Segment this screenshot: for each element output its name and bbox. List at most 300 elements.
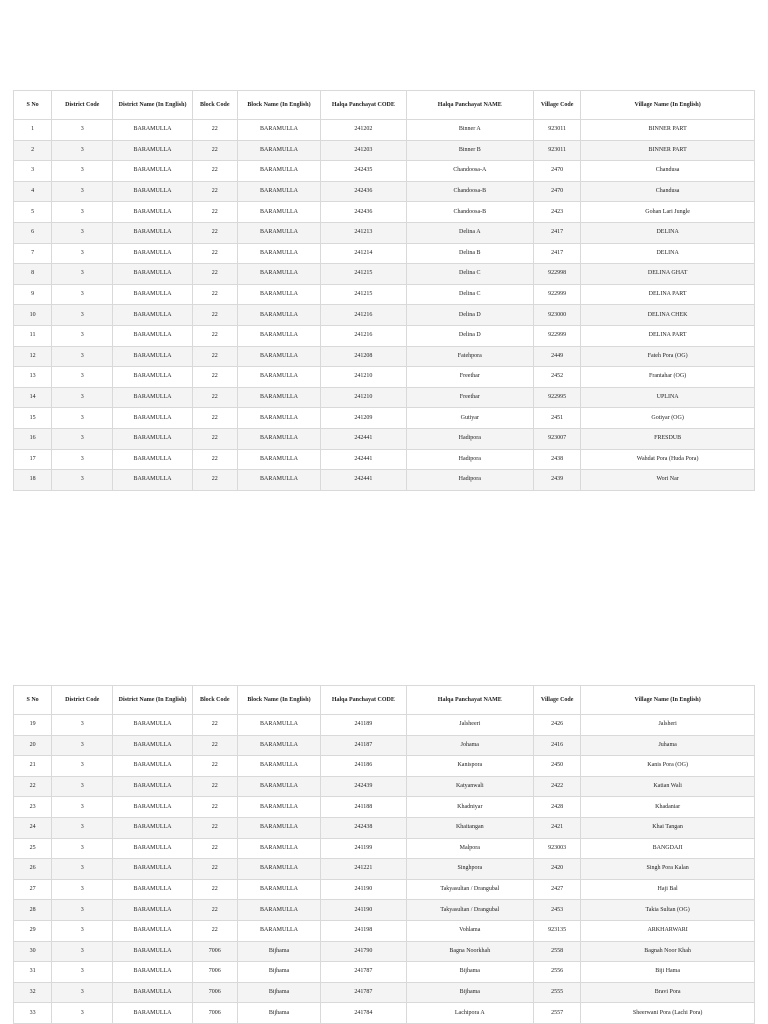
cell-halqa-code: 241216: [321, 305, 405, 325]
cell-village-name: Takia Sultan (OG): [581, 900, 754, 920]
cell-block-name: BARAMULLA: [238, 715, 320, 735]
cell-s-no: 8: [14, 264, 51, 284]
table-row: [14, 736, 754, 756]
cell-district-code: 3: [52, 429, 112, 449]
cell-district-code: 3: [52, 347, 112, 367]
cell-district-code: 3: [52, 900, 112, 920]
cell-block-code: 7006: [193, 1003, 237, 1023]
header-district-code: District Code: [52, 91, 112, 119]
table-row: [14, 182, 754, 202]
cell-block-name: BARAMULLA: [238, 859, 320, 879]
cell-village-code: 923011: [534, 120, 580, 140]
cell-district-code: 3: [52, 715, 112, 735]
table-row: [14, 161, 754, 181]
cell-district-name: BARAMULLA: [113, 244, 191, 264]
cell-halqa-name: Delina D: [407, 305, 534, 325]
cell-village-code: 2470: [534, 182, 580, 202]
cell-block-name: BARAMULLA: [238, 326, 320, 346]
cell-district-code: 3: [52, 326, 112, 346]
cell-district-name: BARAMULLA: [113, 347, 191, 367]
table-row: [14, 244, 754, 264]
cell-block-code: 22: [193, 777, 237, 797]
cell-village-name: BINNER PART: [581, 141, 754, 161]
cell-district-code: 3: [52, 859, 112, 879]
cell-block-code: 22: [193, 141, 237, 161]
table-row: [14, 120, 754, 140]
table-row: [14, 347, 754, 367]
cell-village-code: 2428: [534, 797, 580, 817]
cell-district-name: BARAMULLA: [113, 962, 191, 982]
cell-district-name: BARAMULLA: [113, 161, 191, 181]
cell-block-name: BARAMULLA: [238, 818, 320, 838]
cell-district-name: BARAMULLA: [113, 1003, 191, 1023]
cell-village-name: Gotiyar (OG): [581, 408, 754, 428]
cell-halqa-name: Chandoosa-B: [407, 202, 534, 222]
cell-village-code: 2427: [534, 880, 580, 900]
cell-halqa-name: Gutiyar: [407, 408, 534, 428]
cell-halqa-name: Freethar: [407, 367, 534, 387]
cell-halqa-code: 241186: [321, 756, 405, 776]
cell-district-name: BARAMULLA: [113, 223, 191, 243]
cell-s-no: 23: [14, 797, 51, 817]
cell-block-name: BARAMULLA: [238, 285, 320, 305]
cell-block-name: BARAMULLA: [238, 429, 320, 449]
cell-district-name: BARAMULLA: [113, 777, 191, 797]
cell-block-code: 22: [193, 388, 237, 408]
header-row: [14, 686, 754, 714]
table-row: [14, 264, 754, 284]
cell-halqa-code: 241214: [321, 244, 405, 264]
cell-block-code: 22: [193, 244, 237, 264]
cell-block-code: 22: [193, 408, 237, 428]
cell-district-code: 3: [52, 736, 112, 756]
cell-halqa-code: 242441: [321, 429, 405, 449]
table-row: [14, 223, 754, 243]
cell-village-code: 2453: [534, 900, 580, 920]
cell-block-code: 22: [193, 202, 237, 222]
cell-district-name: BARAMULLA: [113, 839, 191, 859]
cell-village-code: 2422: [534, 777, 580, 797]
cell-block-code: 22: [193, 120, 237, 140]
cell-halqa-code: 241203: [321, 141, 405, 161]
cell-district-code: 3: [52, 1003, 112, 1023]
cell-block-code: 22: [193, 305, 237, 325]
cell-district-code: 3: [52, 244, 112, 264]
cell-s-no: 10: [14, 305, 51, 325]
cell-block-code: 22: [193, 756, 237, 776]
cell-district-name: BARAMULLA: [113, 921, 191, 941]
cell-halqa-code: 242435: [321, 161, 405, 181]
cell-halqa-name: Binner B: [407, 141, 534, 161]
cell-block-name: BARAMULLA: [238, 367, 320, 387]
cell-district-code: 3: [52, 202, 112, 222]
cell-block-name: BARAMULLA: [238, 470, 320, 490]
cell-village-name: Frantahar (OG): [581, 367, 754, 387]
cell-district-name: BARAMULLA: [113, 983, 191, 1003]
cell-village-name: Katian Wali: [581, 777, 754, 797]
cell-district-name: BARAMULLA: [113, 182, 191, 202]
cell-village-code: 2450: [534, 756, 580, 776]
table-row: [14, 880, 754, 900]
cell-halqa-name: Vohlama: [407, 921, 534, 941]
cell-village-code: 2556: [534, 962, 580, 982]
cell-block-code: 7006: [193, 983, 237, 1003]
cell-block-code: 22: [193, 797, 237, 817]
cell-village-name: Sheerwani Pora (Lachi Pora): [581, 1003, 754, 1023]
cell-block-code: 22: [193, 736, 237, 756]
table-row: [14, 921, 754, 941]
cell-s-no: 2: [14, 141, 51, 161]
cell-district-code: 3: [52, 367, 112, 387]
table-row: [14, 983, 754, 1003]
cell-s-no: 25: [14, 839, 51, 859]
table-row: [14, 141, 754, 161]
panchayat-table-1: [13, 90, 755, 491]
cell-district-name: BARAMULLA: [113, 388, 191, 408]
cell-halqa-code: 241187: [321, 736, 405, 756]
cell-village-code: 2423: [534, 202, 580, 222]
cell-halqa-name: Bijhama: [407, 962, 534, 982]
cell-block-name: BARAMULLA: [238, 736, 320, 756]
cell-s-no: 17: [14, 450, 51, 470]
cell-district-name: BARAMULLA: [113, 408, 191, 428]
cell-district-name: BARAMULLA: [113, 715, 191, 735]
cell-village-code: 2470: [534, 161, 580, 181]
cell-halqa-name: Hadipora: [407, 429, 534, 449]
table-row: [14, 388, 754, 408]
cell-halqa-code: 241784: [321, 1003, 405, 1023]
cell-village-code: 2555: [534, 983, 580, 1003]
cell-district-code: 3: [52, 942, 112, 962]
cell-halqa-name: Chandoosa-A: [407, 161, 534, 181]
cell-halqa-code: 241221: [321, 859, 405, 879]
cell-district-name: BARAMULLA: [113, 367, 191, 387]
cell-halqa-code: 241215: [321, 264, 405, 284]
cell-halqa-code: 241198: [321, 921, 405, 941]
header-row: [14, 91, 754, 119]
cell-village-code: 2417: [534, 244, 580, 264]
cell-halqa-code: 241209: [321, 408, 405, 428]
cell-s-no: 6: [14, 223, 51, 243]
cell-district-code: 3: [52, 408, 112, 428]
cell-district-name: BARAMULLA: [113, 900, 191, 920]
cell-district-name: BARAMULLA: [113, 285, 191, 305]
cell-halqa-name: Jalsheeri: [407, 715, 534, 735]
cell-village-name: Biji Hama: [581, 962, 754, 982]
cell-s-no: 5: [14, 202, 51, 222]
cell-district-code: 3: [52, 264, 112, 284]
cell-halqa-name: Takyasultan / Drangubal: [407, 880, 534, 900]
cell-block-code: 22: [193, 223, 237, 243]
cell-village-name: DELINA CHEK: [581, 305, 754, 325]
header-district-name: District Name (In English): [113, 686, 191, 714]
cell-block-code: 22: [193, 161, 237, 181]
header-halqa-code: Halqa Panchayat CODE: [321, 91, 405, 119]
cell-block-name: BARAMULLA: [238, 244, 320, 264]
cell-block-name: BARAMULLA: [238, 408, 320, 428]
cell-halqa-name: Bijhama: [407, 983, 534, 1003]
cell-district-code: 3: [52, 141, 112, 161]
header-village-name: Village Name (In English): [581, 686, 754, 714]
cell-district-code: 3: [52, 450, 112, 470]
cell-block-name: Bijhama: [238, 962, 320, 982]
cell-s-no: 14: [14, 388, 51, 408]
cell-village-code: 922995: [534, 388, 580, 408]
header-block-code: Block Code: [193, 686, 237, 714]
cell-block-code: 22: [193, 285, 237, 305]
cell-halqa-name: Johama: [407, 736, 534, 756]
cell-halqa-name: Kanispora: [407, 756, 534, 776]
cell-s-no: 19: [14, 715, 51, 735]
table-row: [14, 470, 754, 490]
cell-halqa-code: 241213: [321, 223, 405, 243]
cell-halqa-name: Delina A: [407, 223, 534, 243]
cell-village-name: BINNER PART: [581, 120, 754, 140]
cell-halqa-name: Delina B: [407, 244, 534, 264]
cell-district-name: BARAMULLA: [113, 880, 191, 900]
cell-village-code: 923011: [534, 141, 580, 161]
cell-halqa-code: 241188: [321, 797, 405, 817]
cell-halqa-code: 241199: [321, 839, 405, 859]
cell-halqa-code: 241787: [321, 983, 405, 1003]
cell-block-name: BARAMULLA: [238, 182, 320, 202]
cell-district-name: BARAMULLA: [113, 202, 191, 222]
cell-village-code: 923007: [534, 429, 580, 449]
cell-halqa-name: Hadipora: [407, 470, 534, 490]
cell-district-code: 3: [52, 161, 112, 181]
cell-block-code: 22: [193, 429, 237, 449]
cell-district-code: 3: [52, 777, 112, 797]
cell-s-no: 4: [14, 182, 51, 202]
cell-block-code: 22: [193, 921, 237, 941]
cell-district-code: 3: [52, 223, 112, 243]
cell-s-no: 24: [14, 818, 51, 838]
cell-s-no: 12: [14, 347, 51, 367]
cell-s-no: 22: [14, 777, 51, 797]
table-row: [14, 818, 754, 838]
cell-halqa-code: 241202: [321, 120, 405, 140]
table-row: [14, 305, 754, 325]
cell-district-code: 3: [52, 839, 112, 859]
cell-block-name: BARAMULLA: [238, 223, 320, 243]
cell-block-name: BARAMULLA: [238, 347, 320, 367]
cell-block-name: BARAMULLA: [238, 839, 320, 859]
cell-district-code: 3: [52, 818, 112, 838]
cell-village-code: 923135: [534, 921, 580, 941]
cell-district-name: BARAMULLA: [113, 470, 191, 490]
cell-block-name: Bijhama: [238, 942, 320, 962]
cell-district-code: 3: [52, 120, 112, 140]
cell-district-name: BARAMULLA: [113, 797, 191, 817]
cell-block-name: Bijhama: [238, 983, 320, 1003]
cell-s-no: 13: [14, 367, 51, 387]
cell-block-code: 7006: [193, 942, 237, 962]
cell-s-no: 26: [14, 859, 51, 879]
table-row: [14, 900, 754, 920]
cell-district-name: BARAMULLA: [113, 305, 191, 325]
cell-halqa-name: Takyasultan / Drangubal: [407, 900, 534, 920]
cell-halqa-code: 241189: [321, 715, 405, 735]
cell-halqa-code: 241208: [321, 347, 405, 367]
cell-s-no: 18: [14, 470, 51, 490]
cell-s-no: 3: [14, 161, 51, 181]
cell-district-code: 3: [52, 983, 112, 1003]
table-row: [14, 450, 754, 470]
cell-block-code: 22: [193, 264, 237, 284]
cell-district-name: BARAMULLA: [113, 942, 191, 962]
table-page-1: [13, 90, 755, 491]
cell-district-name: BARAMULLA: [113, 756, 191, 776]
cell-s-no: 1: [14, 120, 51, 140]
table-row: [14, 756, 754, 776]
cell-village-name: Kanis Pora (OG): [581, 756, 754, 776]
cell-village-name: Jalsheri: [581, 715, 754, 735]
cell-halqa-name: Delina C: [407, 285, 534, 305]
cell-village-name: Khai Tangan: [581, 818, 754, 838]
cell-halqa-code: 241215: [321, 285, 405, 305]
table-row: [14, 777, 754, 797]
cell-village-code: 923003: [534, 839, 580, 859]
cell-s-no: 20: [14, 736, 51, 756]
cell-district-name: BARAMULLA: [113, 326, 191, 346]
cell-halqa-code: 242438: [321, 818, 405, 838]
cell-district-code: 3: [52, 470, 112, 490]
cell-block-code: 22: [193, 818, 237, 838]
table-row: [14, 859, 754, 879]
cell-block-name: BARAMULLA: [238, 202, 320, 222]
table-body: [14, 120, 754, 490]
cell-district-name: BARAMULLA: [113, 736, 191, 756]
cell-s-no: 33: [14, 1003, 51, 1023]
cell-district-code: 3: [52, 305, 112, 325]
table-row: [14, 202, 754, 222]
cell-halqa-code: 242441: [321, 470, 405, 490]
cell-village-name: UPLINA: [581, 388, 754, 408]
cell-halqa-name: Chandoosa-B: [407, 182, 534, 202]
table-body: [14, 715, 754, 1023]
header-village-code: Village Code: [534, 686, 580, 714]
cell-village-name: BANGDAJI: [581, 839, 754, 859]
cell-block-name: BARAMULLA: [238, 921, 320, 941]
cell-halqa-code: 242436: [321, 182, 405, 202]
cell-halqa-name: Freethar: [407, 388, 534, 408]
cell-s-no: 11: [14, 326, 51, 346]
cell-district-code: 3: [52, 285, 112, 305]
table-row: [14, 1003, 754, 1023]
table-row: [14, 797, 754, 817]
header-block-name: Block Name (In English): [238, 686, 320, 714]
cell-district-code: 3: [52, 182, 112, 202]
cell-village-name: DELINA PART: [581, 326, 754, 346]
cell-halqa-name: Hadipora: [407, 450, 534, 470]
cell-halqa-code: 241216: [321, 326, 405, 346]
cell-s-no: 32: [14, 983, 51, 1003]
header-halqa-code: Halqa Panchayat CODE: [321, 686, 405, 714]
cell-village-name: Singh Pora Kalan: [581, 859, 754, 879]
cell-district-code: 3: [52, 388, 112, 408]
cell-village-code: 2558: [534, 942, 580, 962]
cell-block-name: Bijhama: [238, 1003, 320, 1023]
cell-block-code: 22: [193, 470, 237, 490]
cell-village-code: 2417: [534, 223, 580, 243]
cell-s-no: 28: [14, 900, 51, 920]
cell-s-no: 29: [14, 921, 51, 941]
cell-halqa-code: 241210: [321, 388, 405, 408]
cell-village-name: ARKHARWARI: [581, 921, 754, 941]
cell-block-name: BARAMULLA: [238, 264, 320, 284]
cell-village-code: 922998: [534, 264, 580, 284]
cell-block-name: BARAMULLA: [238, 388, 320, 408]
cell-halqa-name: Singhpora: [407, 859, 534, 879]
cell-halqa-name: Fatehpora: [407, 347, 534, 367]
cell-village-name: Gohan Lari Jungle: [581, 202, 754, 222]
cell-village-name: DELINA GHAT: [581, 264, 754, 284]
table-row: [14, 839, 754, 859]
table-page-2: [13, 685, 755, 1024]
cell-village-name: Wori Nar: [581, 470, 754, 490]
table-row: [14, 429, 754, 449]
header-block-name: Block Name (In English): [238, 91, 320, 119]
cell-block-name: BARAMULLA: [238, 797, 320, 817]
panchayat-table-2: [13, 685, 755, 1024]
cell-s-no: 21: [14, 756, 51, 776]
cell-village-code: 2449: [534, 347, 580, 367]
cell-halqa-name: Khaitangan: [407, 818, 534, 838]
cell-district-name: BARAMULLA: [113, 859, 191, 879]
cell-village-code: 923000: [534, 305, 580, 325]
cell-village-name: Bravi Pora: [581, 983, 754, 1003]
cell-block-code: 22: [193, 326, 237, 346]
cell-village-code: 2451: [534, 408, 580, 428]
cell-village-code: 922999: [534, 285, 580, 305]
cell-block-code: 22: [193, 367, 237, 387]
cell-block-name: BARAMULLA: [238, 305, 320, 325]
cell-halqa-code: 241787: [321, 962, 405, 982]
cell-block-code: 22: [193, 715, 237, 735]
table-row: [14, 326, 754, 346]
cell-block-code: 7006: [193, 962, 237, 982]
table-row: [14, 367, 754, 387]
cell-halqa-code: 241190: [321, 880, 405, 900]
cell-block-code: 22: [193, 859, 237, 879]
cell-block-name: BARAMULLA: [238, 900, 320, 920]
cell-block-name: BARAMULLA: [238, 141, 320, 161]
table-row: [14, 942, 754, 962]
cell-village-name: Chandusa: [581, 182, 754, 202]
cell-s-no: 15: [14, 408, 51, 428]
cell-halqa-code: 241190: [321, 900, 405, 920]
cell-district-code: 3: [52, 921, 112, 941]
cell-s-no: 9: [14, 285, 51, 305]
cell-s-no: 7: [14, 244, 51, 264]
cell-block-code: 22: [193, 880, 237, 900]
cell-village-name: DELINA: [581, 244, 754, 264]
header-s-no: S No: [14, 686, 51, 714]
cell-block-code: 22: [193, 900, 237, 920]
cell-block-name: BARAMULLA: [238, 450, 320, 470]
cell-village-code: 2416: [534, 736, 580, 756]
cell-village-code: 2452: [534, 367, 580, 387]
cell-village-code: 922999: [534, 326, 580, 346]
table-row: [14, 408, 754, 428]
cell-block-code: 22: [193, 182, 237, 202]
cell-district-name: BARAMULLA: [113, 141, 191, 161]
cell-block-code: 22: [193, 347, 237, 367]
cell-district-code: 3: [52, 756, 112, 776]
cell-village-name: Bagnah Noor Khah: [581, 942, 754, 962]
cell-district-code: 3: [52, 880, 112, 900]
cell-village-name: DELINA PART: [581, 285, 754, 305]
